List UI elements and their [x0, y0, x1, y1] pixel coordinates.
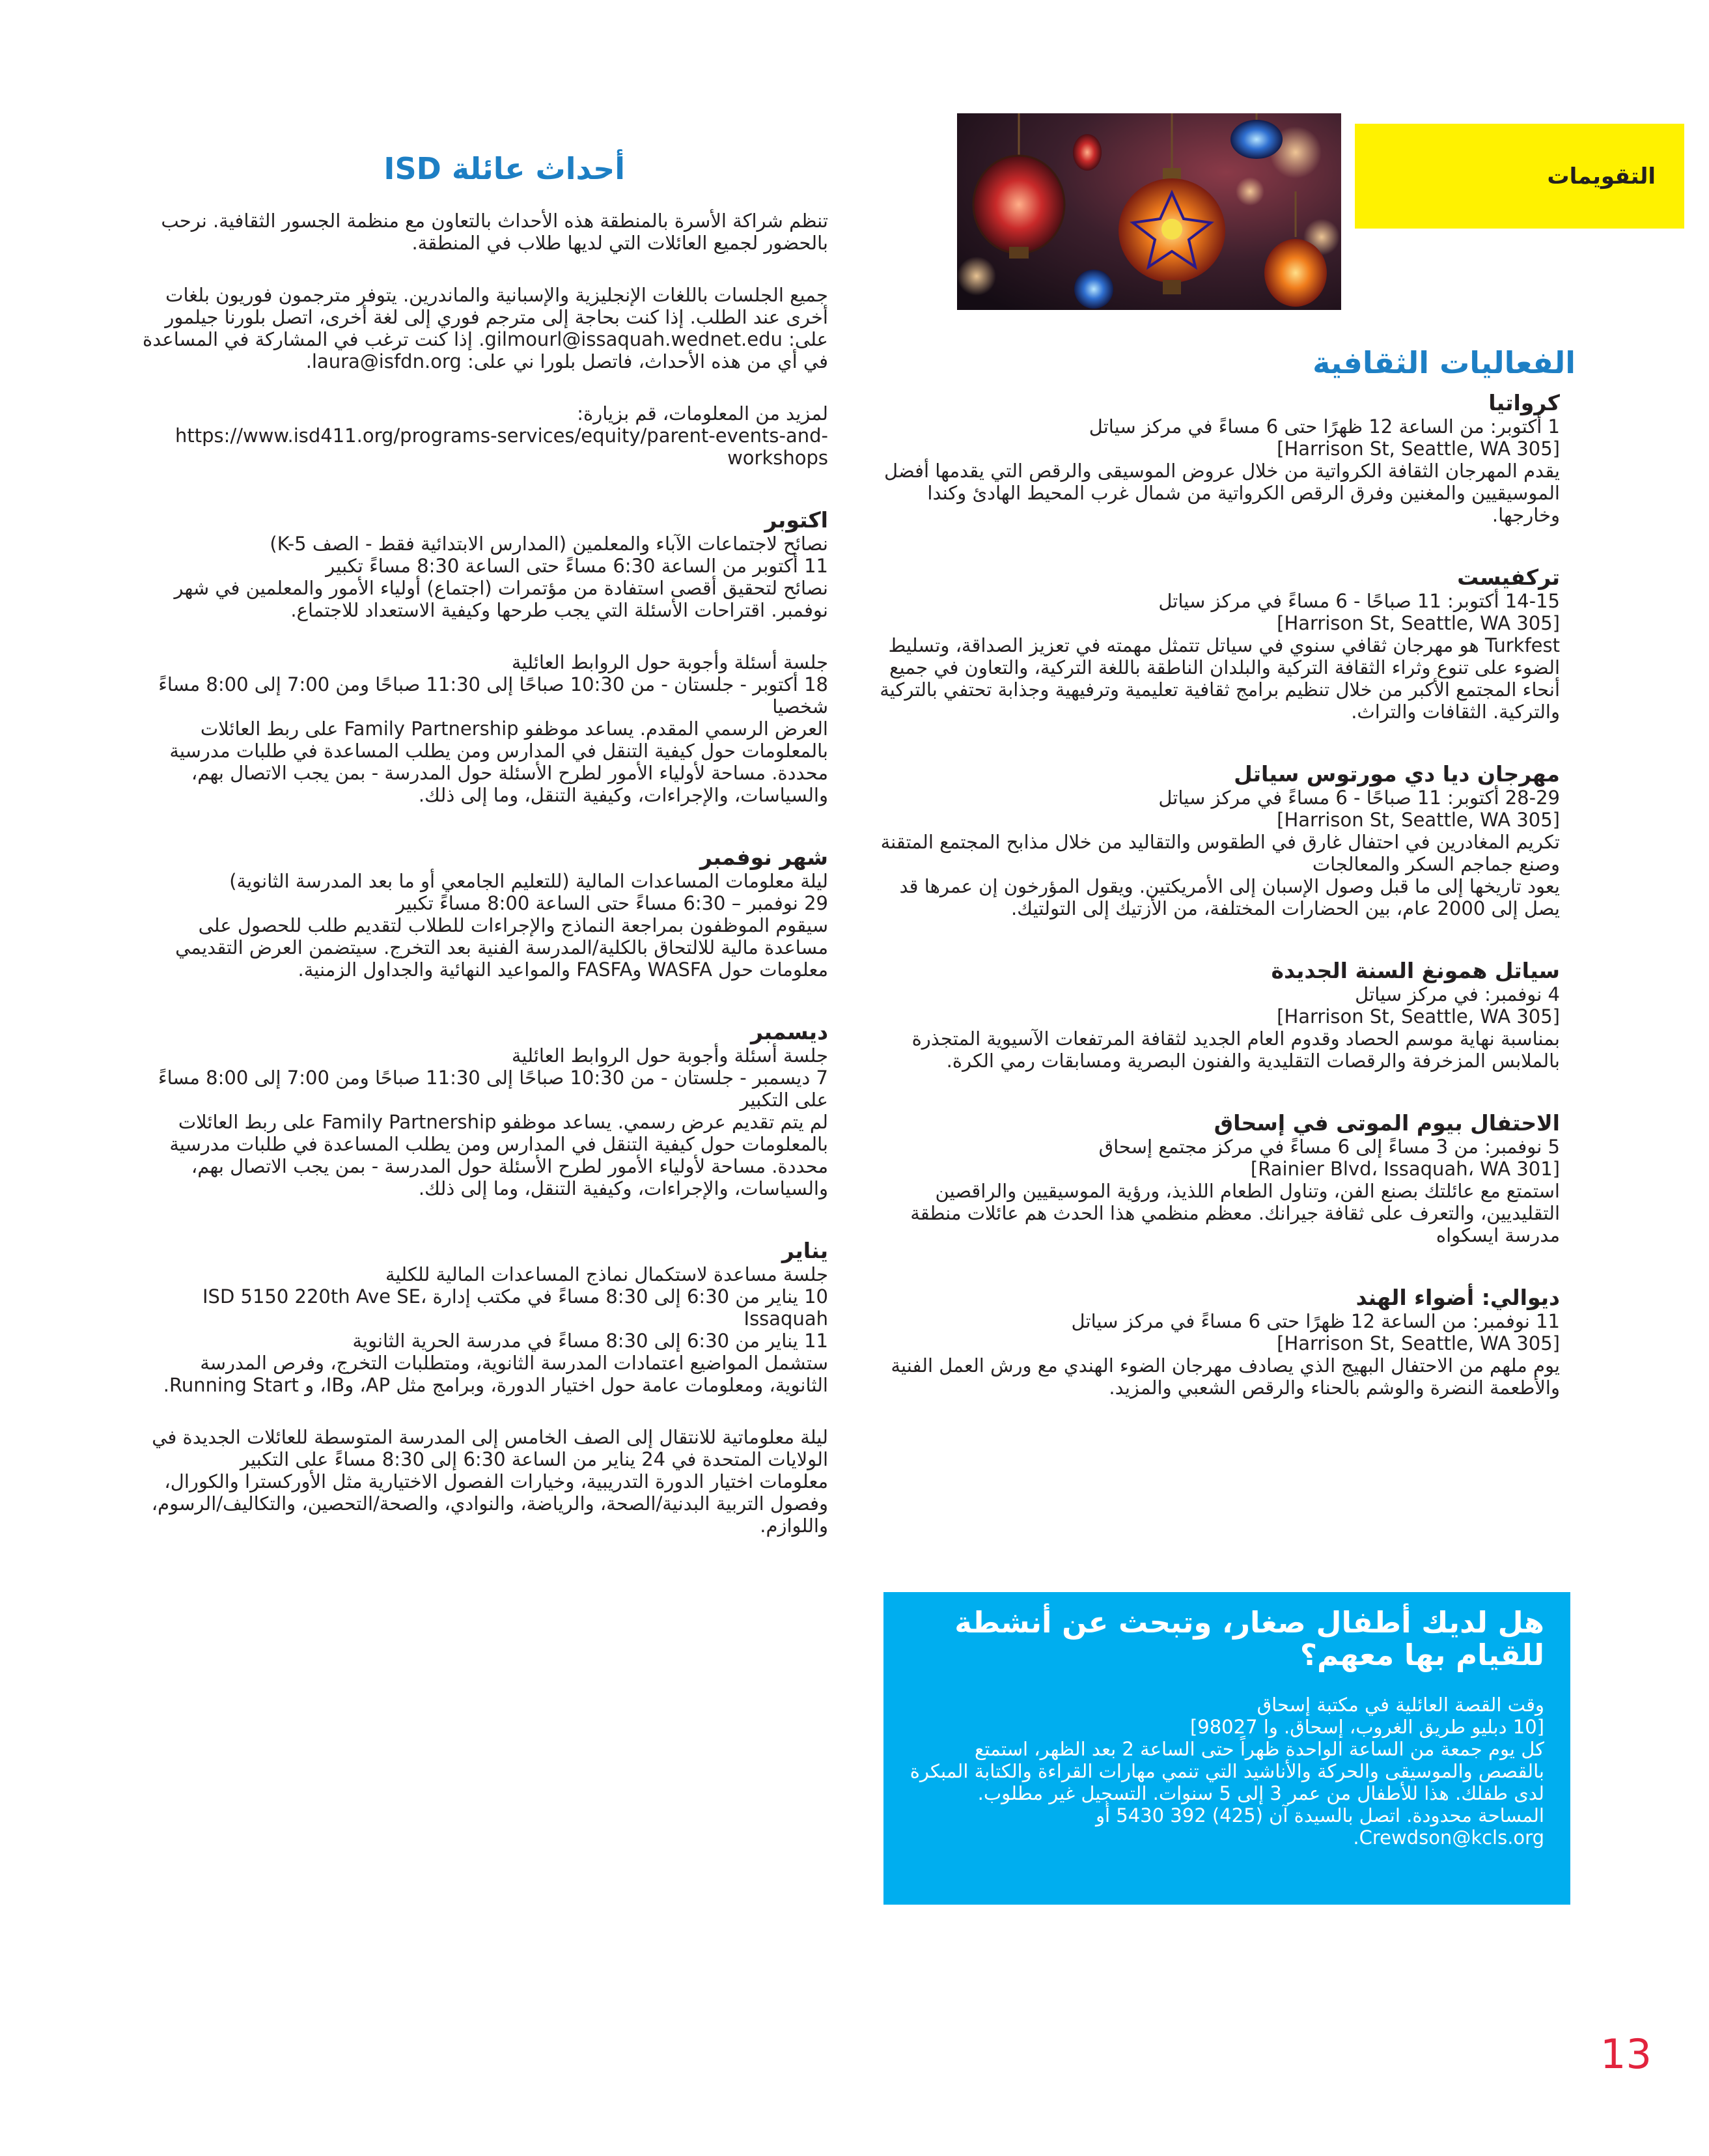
january-transition-line: ليلة معلوماتية للانتقال إلى الصف الخامس إلى المدرسة المتوسطة للعائلات الجديدة في الولايات المتحدة في 24 يناير من الساعة 6:30 إلى 8:30 مساءً على التكبير [152, 1426, 828, 1470]
kids-box-line: كل يوم جمعة من الساعة الواحدة ظهراً حتى الساعة 2 بعد الظهر، استمتع بالقصص والموسيقى والحركة والأناشيد التي تنمي مهارات القراءة والكتابة المبكرة لدى طفلك. هذا للأطفال من عمر 3 إلى 5 سنوات. التسجيل غير مطلوب. المساحة محدودة. اتصل بالسيدة آن (425) 392 5430 أو Crewdson@kcls.org. [910, 1738, 1544, 1849]
event-address: [Harrison St, Seattle, WA 305] [1277, 1332, 1560, 1354]
january-line: 11 يناير من 6:30 إلى 8:30 مساءً في مدرسة الحرية الثانوية [352, 1330, 828, 1352]
event-line: تكريم المغادرين في احتفال غارق في الطقوس والتقاليد من خلال مذابح المجتمع المتقنة وصنع جماجم السكر والمعالجات [880, 831, 1560, 875]
november-line: ليلة معلومات المساعدات المالية (للتعليم الجامعي أو ما بعد المدرسة الثانوية) [229, 870, 828, 892]
event-line: 1 أكتوبر: من الساعة 12 ظهرًا حتى 6 مساءً في مركز سياتل [1089, 415, 1560, 438]
october-line: 11 أكتوبر من الساعة 6:30 مساءً حتى الساعة 8:30 مساءً تكبير [326, 555, 828, 577]
october-line: نصائح لتحقيق أقصى استفادة من مؤتمرات (اجتماع) أولياء الأمور والمعلمين في شهر نوفمبر. اقتراحات الأسئلة التي يجب طرحها وكيفية الاستعداد للاجتماع. [174, 577, 828, 621]
december-line: 7 ديسمبر - جلستان - من 10:30 صباحًا إلى 11:30 صباحًا ومن 7:00 إلى 8:00 مساءً على التكبير [158, 1067, 828, 1111]
isd-events-heading: أحداث عائلة ISD [383, 151, 625, 186]
event-hmong-new-year [871, 959, 1560, 1072]
kids-box-line: [10 دبليو طريق الغروب، إسحاق. وا 98027] [1189, 1716, 1544, 1738]
event-address: [Harrison St, Seattle, WA 305] [1277, 438, 1560, 460]
event-dia-de-muertos [871, 762, 1560, 919]
cultural-events-heading: الفعاليات الثقافية [1313, 345, 1576, 380]
kids-box-body [910, 1694, 1544, 1849]
event-line: يعود تاريخها إلى ما قبل وصول الإسبان إلى الأمريكتين. ويقول المؤرخون إن عمرها قد يصل إلى 2000 عام، بين الحضارات المختلفة، من الأزتيك إلى التولتيك. [899, 875, 1560, 919]
october-heading: اكتوبر [764, 507, 828, 533]
december-line: لم يتم تقديم عرض رسمي. يساعد موظفو Family Partnership على ربط العائلات بالمعلومات حول كيفية التنقل في المدارس ومن يطلب المساعدة في طلبات مدرسية محددة. مساحة لأولياء الأمور لطرح الأسئلة حول المدرسة - بمن يجب الاتصال بهم، والسياسات، والإجراءات، وكيفية التنقل، وما إلى ذلك. [169, 1111, 828, 1199]
event-heading: سياتل همونغ السنة الجديدة [1271, 958, 1560, 983]
november-line: 29 نوفمبر – 6:30 مساءً حتى الساعة 8:00 مساءً تكبير [396, 892, 828, 914]
event-line: استمتع مع عائلتك بصنع الفن، وتناول الطعام اللذيذ، ورؤية الموسيقيين والراقصين التقليديين، والتعرف على ثقافة جيرانك. معظم منظمي هذا الحدث هم عائلات منطقة مدرسة ايسكواه [910, 1180, 1560, 1246]
october-line: نصائح لاجتماعات الآباء والمعلمين (المدارس الابتدائية فقط - الصف K-5) [270, 533, 828, 555]
event-line: 5 نوفمبر: من 3 مساءً إلى 6 مساءً في مركز مجتمع إسحاق [1098, 1136, 1560, 1158]
january-transition-line: معلومات اختيار الدورة التدريبية، وخيارات الفصول الاختيارية مثل الأوركسترا والكورال، وفصول التربية البدنية/الصحة، والرياضة، والنوادي، والصحة/التحصين، والتكاليف/الرسوم، واللوازم. [151, 1470, 828, 1537]
event-diwali [871, 1285, 1560, 1399]
kids-box-title: هل لديك أطفال صغار، وتبحث عن أنشطة للقيام بها معهم؟ [954, 1605, 1544, 1672]
event-heading: تركفيست [1457, 565, 1560, 590]
event-address: [Rainier Blvd، Issaquah، WA 301] [1250, 1158, 1560, 1180]
event-heading: مهرجان ديا دي مورتوس سياتل [1234, 761, 1560, 787]
section-tab-calendars [1355, 124, 1684, 229]
isd-languages-note: جميع الجلسات باللغات الإنجليزية والإسبانية والماندرين. يتوفر مترجمون فوريون بلغات أخرى عند الطلب. إذا كنت بحاجة إلى مترجم فوري إلى لغة أخرى، اتصل بلورنا جيلمور على: gilmourl@issaquah.wednet.edu. إذا كنت ترغب في المشاركة في المساعدة في أي من هذه الأحداث، فاتصل بلورا ني على: laura@isfdn.org. [143, 284, 828, 372]
event-heading: ديوالي: أضواء الهند [1355, 1285, 1560, 1310]
december-line: جلسة أسئلة وأجوبة حول الروابط العائلية [511, 1044, 828, 1067]
isd-events-column [137, 210, 828, 1537]
event-line: 4 نوفمبر: في مركز سياتل [1355, 983, 1560, 1005]
event-turkfest [871, 565, 1560, 723]
november-line: سيقوم الموظفون بمراجعة النماذج والإجراءات للطلاب لتقديم طلب للحصول على مساعدة مالية للالتحاق بالكلية/المدرسة الفنية بعد التخرج. سيتضمن العرض التقديمي معلومات حول WASFA وFASFA والمواعيد النهائية والجداول الزمنية. [175, 914, 828, 981]
january-line: ستشمل المواضيع اعتمادات المدرسة الثانوية، ومتطلبات التخرج، وفرص المدرسة الثانوية، ومعلومات عامة حول اختيار الدورة، وبرامج مثل AP، وIB، و Running Start. [163, 1352, 828, 1396]
event-heading: كرواتيا [1488, 390, 1560, 415]
event-line: 14-15 أكتوبر: 11 صباحًا - 6 مساءً في مركز سياتل [1158, 590, 1560, 612]
event-line: يقدم المهرجان الثقافة الكرواتية من خلال عروض الموسيقى والرقص التي يقدمها أفضل الموسيقيين والمغنين وفرق الرقص الكرواتية من شمال غرب المحيط الهادئ وكندا وخارجها. [884, 460, 1560, 526]
october-qa-line: جلسة أسئلة وأجوبة حول الروابط العائلية [511, 651, 828, 673]
january-line: جلسة مساعدة لاستكمال نماذج المساعدات المالية للكلية [385, 1263, 828, 1285]
event-line: 28-29 أكتوبر: 11 صباحًا - 6 مساءً في مركز سياتل [1158, 787, 1560, 809]
november-heading: شهر نوفمبر [699, 845, 828, 870]
event-address: [Harrison St, Seattle, WA 305] [1277, 1005, 1560, 1028]
event-address: [Harrison St, Seattle, WA 305] [1277, 612, 1560, 634]
tab-label: التقويمات [1547, 163, 1656, 189]
january-line: 10 يناير من 6:30 إلى 8:30 مساءً في مكتب إدارة ISD 5150 220th Ave SE، Issaquah [202, 1285, 828, 1330]
isd-events-link[interactable]: https://www.isd411.org/programs-services/equity/parent-events-and-workshops [175, 425, 828, 469]
october-qa-line: 18 أكتوبر - جلستان - من 10:30 صباحًا إلى 11:30 صباحًا ومن 7:00 إلى 8:00 مساءً شخصيا [158, 673, 828, 718]
january-heading: يناير [781, 1238, 828, 1263]
cultural-events-column [871, 391, 1560, 1399]
event-line: بمناسبة نهاية موسم الحصاد وقدوم العام الجديد لثقافة المرتفعات الآسيوية المتجذرة بالملابس المزخرفة والرقصات التقليدية والفنون البصرية ومسابقات رمي الكرة. [911, 1028, 1560, 1072]
young-kids-activities-box [883, 1592, 1570, 1905]
page-number: 13 [1600, 2030, 1652, 2078]
isd-intro: تنظم شراكة الأسرة بالمنطقة هذه الأحداث بالتعاون مع منظمة الجسور الثقافية. نرحب بالحضور لجميع العائلات التي لديها طلاب في المنطقة. [161, 210, 828, 254]
event-issaquah-day-of-dead [871, 1111, 1560, 1246]
december-heading: ديسمبر [750, 1019, 828, 1044]
event-address: [Harrison St, Seattle, WA 305] [1277, 809, 1560, 831]
event-line: يوم ملهم من الاحتفال البهيج الذي يصادف مهرجان الضوء الهندي مع ورش العمل الفنية والأطعمة النضرة والوشم بالحناء والرقص الشعبي والمزيد. [891, 1354, 1560, 1399]
event-heading: الاحتفال بيوم الموتى في إسحاق [1214, 1110, 1560, 1136]
event-croatia [871, 391, 1560, 526]
october-qa-line: العرض الرسمي المقدم. يساعد موظفو Family Partnership على ربط العائلات بالمعلومات حول كيفية التنقل في المدارس ومن يطلب المساعدة في طلبات مدرسية محددة. مساحة لأولياء الأمور لطرح الأسئلة حول المدرسة - بمن يجب الاتصال بهم، والسياسات، والإجراءات، وكيفية التنقل، وما إلى ذلك. [169, 718, 828, 806]
event-line: 11 نوفمبر: من الساعة 12 ظهرًا حتى 6 مساءً في مركز سياتل [1071, 1310, 1560, 1332]
isd-more-info: لمزيد من المعلومات، قم بزيارة: [577, 402, 828, 425]
kids-box-line: وقت القصة العائلية في مكتبة إسحاق [1257, 1694, 1544, 1716]
lanterns-photo [957, 113, 1341, 310]
event-line: Turkfest هو مهرجان ثقافي سنوي في سياتل تتمثل مهمته في تعزيز الصداقة، وتسليط الضوء على تنوع وثراء الثقافة التركية والبلدان الناطقة باللغة التركية، والتعاون في جميع أنحاء المجتمع الأكبر من خلال تنظيم برامج ثقافية تعليمية وترفيهية وجذابة تحتفي بالتركية والتركية. الثقافات والتراث. [880, 634, 1560, 723]
